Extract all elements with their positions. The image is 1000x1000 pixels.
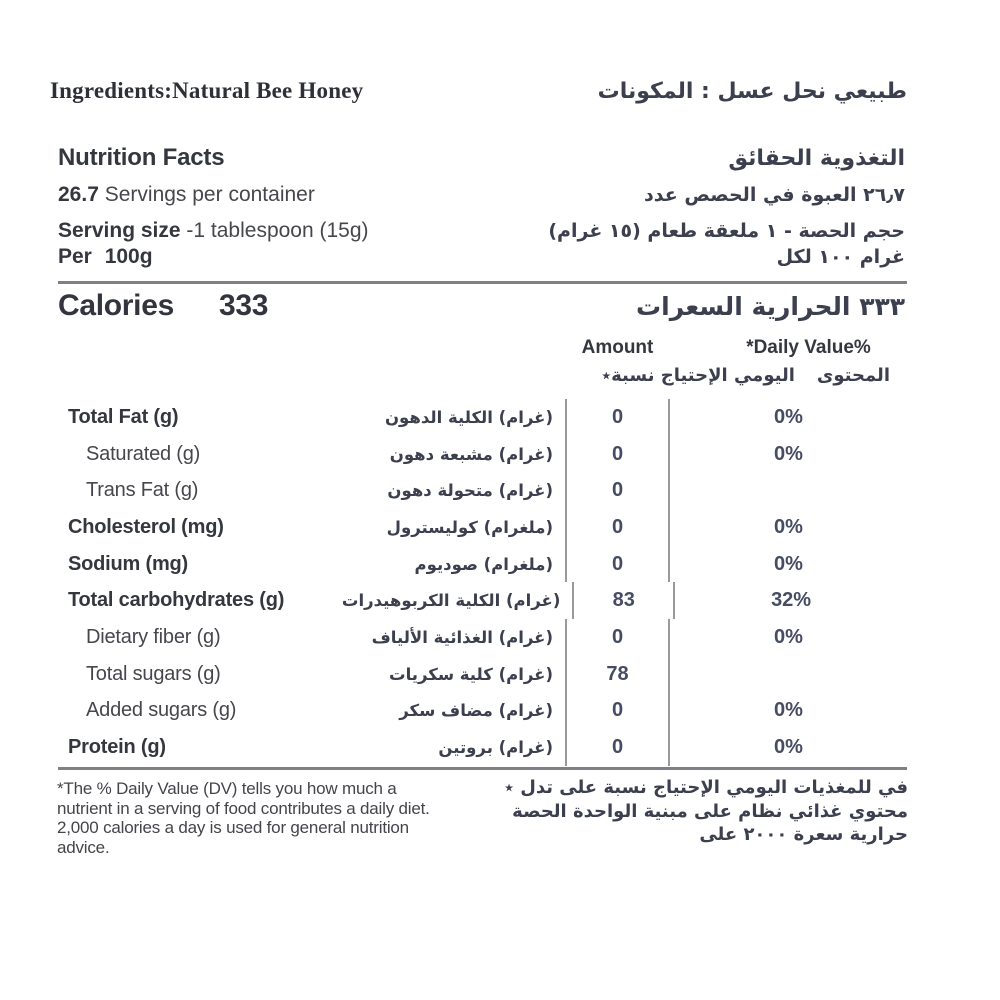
footnote-ar-line: في للمغذيات اليومي الإحتياج نسبة على تدل ٭: [504, 777, 908, 798]
nutrient-row: [58, 399, 907, 436]
calories-text-ar: ٣٣٣ الحرارية السعرات: [636, 292, 905, 321]
nutrient-amount: 0: [565, 546, 670, 583]
nutrient-daily-value: 0%: [774, 625, 803, 648]
nutrient-name-ar: (ملغرام) كوليسترول: [386, 517, 553, 537]
ingredients-row: [50, 78, 907, 104]
footnote-en-line: 2,000 calories a day is used for general nutrition: [57, 818, 409, 837]
nutrient-name-en: Sodium (mg): [68, 552, 189, 575]
nutrient-name-en: Total Fat (g): [68, 405, 179, 428]
column-header-amount: Amount: [581, 337, 654, 358]
column-header-amount-ar: المحتوى: [816, 365, 890, 386]
nutrient-name-ar: (غرام) الكلية الكربوهيدرات: [341, 591, 561, 611]
nutrient-row: [58, 619, 907, 656]
divider-top: [58, 281, 907, 284]
nutrient-amount: 0: [565, 472, 670, 509]
nutrient-name-ar: (ملغرام) صوديوم: [414, 554, 553, 574]
nutrient-name-en: Total sugars (g): [86, 662, 221, 685]
nutrient-amount: 0: [565, 693, 670, 730]
calories-row: [58, 289, 905, 323]
column-header-daily-value: *Daily Value%: [746, 337, 871, 358]
nutrient-row: [58, 472, 907, 509]
nutrient-row: [58, 693, 907, 730]
serving-size-text-ar: حجم الحصة - ١ ملعقة طعام (١٥ غرام): [548, 220, 905, 242]
calories-text-en: [58, 289, 268, 323]
nutrient-amount: 0: [565, 619, 670, 656]
nutrient-row: [58, 546, 907, 583]
nutrient-name-ar: (غرام) الغذائية الألياف: [371, 627, 553, 647]
nutrient-amount: 0: [565, 399, 670, 436]
column-header-daily-value-ar: اليومي الإحتياج نسبة٭: [601, 365, 795, 386]
nutrient-name-ar: (غرام) مضاف سكر: [399, 701, 553, 721]
serving-size-label-en: Serving size: [58, 219, 181, 242]
serving-size-value-en: -1 tablespoon (15g): [180, 219, 369, 242]
nutrient-name-ar: (غرام) كلية سكريات: [389, 664, 553, 684]
nutrient-row: [58, 729, 907, 766]
ingredients-text-en: Ingredients:Natural Bee Honey: [50, 78, 364, 103]
nutrient-amount: 0: [565, 729, 670, 766]
nutrient-row: [58, 436, 907, 473]
nutrient-daily-value: 32%: [771, 589, 812, 612]
nutrient-daily-value: 0%: [774, 442, 803, 465]
serving-size-text-en: [58, 219, 369, 243]
nutrient-amount: 0: [565, 509, 670, 546]
nutrient-name-en: Cholesterol (mg): [68, 515, 224, 538]
nutrient-daily-value: 0%: [774, 552, 803, 575]
nutrient-daily-value: 0%: [774, 699, 803, 722]
nutrient-row: [58, 656, 907, 693]
nutrient-amount: 78: [565, 656, 670, 693]
nutrient-name-en: Total carbohydrates (g): [68, 589, 285, 612]
per-100g-label-en: Per 100g: [58, 245, 153, 268]
footnote-en-line: *The % Daily Value (DV) tells you how much a: [57, 779, 397, 798]
nutrient-name-en: Dietary fiber (g): [86, 625, 221, 648]
nutrient-table: [58, 399, 907, 766]
nutrition-facts-title-en: Nutrition Facts: [58, 144, 225, 171]
footnote-ar-line: حرارية سعرة ٢٠٠٠ على: [699, 824, 908, 845]
nutrient-amount: 83: [572, 582, 675, 619]
nutrient-name-en: Saturated (g): [86, 442, 201, 465]
serving-size-row: [58, 219, 905, 243]
servings-row: [58, 183, 905, 207]
per-100g-row: [58, 245, 905, 269]
footnote-en-line: advice.: [57, 837, 110, 857]
nutrient-daily-value: 0%: [774, 405, 803, 428]
nutrient-name-ar: (غرام) متحولة دهون: [387, 481, 553, 501]
calories-label-en: Calories: [58, 289, 174, 322]
nutrient-name-en: Trans Fat (g): [86, 479, 199, 502]
nutrient-name-ar: (غرام) الكلية الدهون: [384, 407, 553, 427]
footnote-ar-line: محتوي غذائي نظام على مبنية الواحدة الحصة: [512, 800, 908, 822]
nutrient-name-ar: (غرام) بروتين: [438, 738, 553, 758]
servings-count: 26.7: [58, 183, 99, 206]
nutrition-facts-title-ar: التغذوية الحقائق: [728, 146, 905, 171]
per-100g-text-en: [58, 245, 153, 269]
servings-text-ar: ٢٦٫٧ العبوة في الحصص عدد: [644, 184, 905, 206]
calories-value: 333: [219, 289, 269, 322]
nutrient-name-en: Protein (g): [68, 736, 166, 759]
nutrient-amount: 0: [565, 436, 670, 473]
nutrient-row: [58, 509, 907, 546]
nutrient-daily-value: 0%: [774, 736, 803, 759]
nutrient-name-ar: (غرام) مشبعة دهون: [389, 444, 553, 464]
footnote-en: [57, 779, 487, 857]
column-header-arabic-row: [540, 365, 890, 386]
servings-text-en: [58, 183, 315, 207]
divider-bottom: [58, 767, 907, 770]
servings-label-en: Servings per container: [104, 183, 315, 206]
ingredients-text-ar: طبيعي نحل عسل : المكونات: [597, 79, 907, 104]
per-100g-text-ar: غرام ١٠٠ لكل: [776, 246, 905, 268]
nutrient-row: [58, 582, 907, 619]
nutrient-name-en: Added sugars (g): [86, 699, 237, 722]
nutrient-daily-value: 0%: [774, 515, 803, 538]
footnote-ar: [460, 776, 908, 847]
nutrition-facts-title-row: [58, 144, 905, 172]
footnote-en-line: nutrient in a serving of food contributes a daily diet.: [57, 798, 430, 818]
